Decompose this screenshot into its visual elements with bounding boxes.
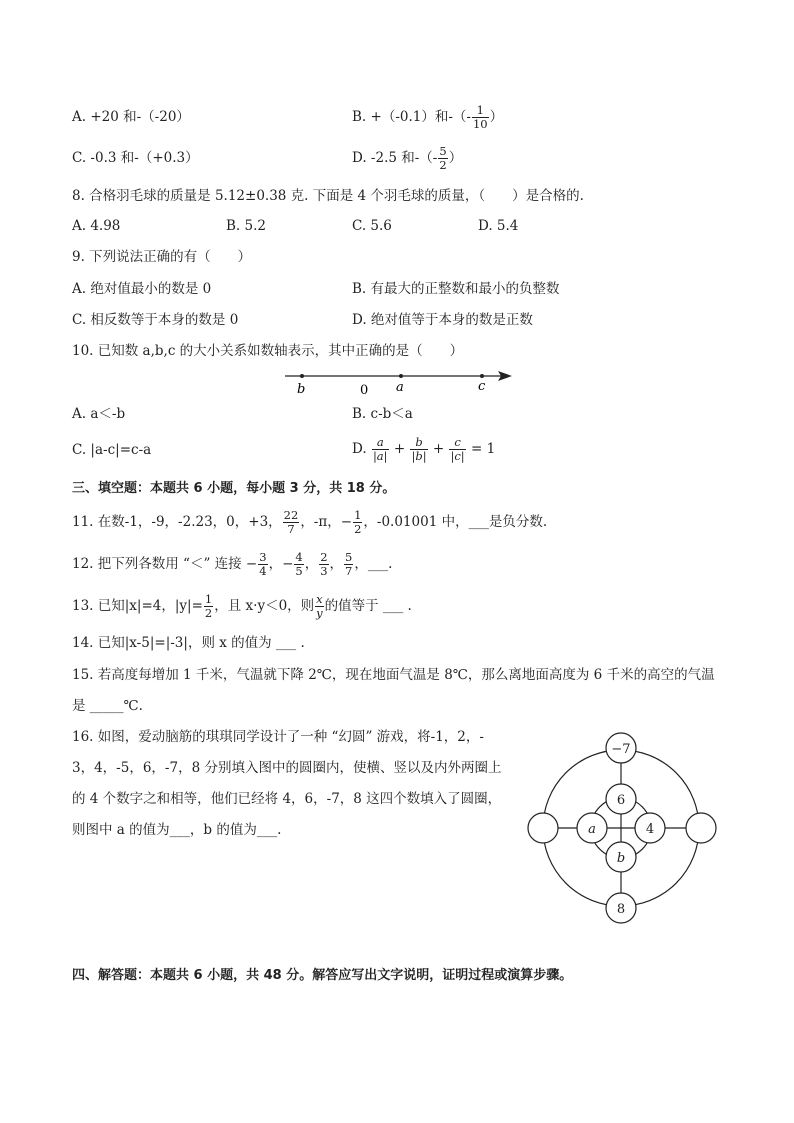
point-b <box>300 374 304 378</box>
q7-option-c: C. -0.3 和-（+0.3） <box>72 150 199 166</box>
fraction: $\frac{3}{4}$ <box>259 550 267 578</box>
fraction: $\frac{22}{7}$ <box>283 508 299 536</box>
q14: 14. 已知|x-5|=|-3|，则 x 的值为 ___ . <box>72 635 305 651</box>
point-a <box>399 374 403 378</box>
q15-line-1: 15. 若高度每增加 1 千米，气温就下降 2℃，现在地面气温是 8℃，那么离地面高度为 6 千米的高空的气温 <box>72 667 715 683</box>
label-top: −7 <box>611 742 631 757</box>
q8-stem: 8. 合格羽毛球的质量是 5.12±0.38 克. 下面是 4 个羽毛球的质量，（ ）是合格的. <box>72 188 584 204</box>
circle-right <box>686 813 716 843</box>
q7-option-b: B. +（-0.1）和-（- $\frac{1}{10}$ ） <box>352 103 504 131</box>
fraction: $\frac{2}{3}$ <box>320 550 328 578</box>
q9-option-c: C. 相反数等于本身的数是 0 <box>72 312 239 328</box>
fraction: $\frac{1}{2}$ <box>354 508 362 536</box>
point-c <box>480 374 484 378</box>
q12: 12. 把下列各数用 “＜” 连接 − $\frac{3}{4}$ ，− $\frac{4}{5}$ ， $\frac{2}{3}$ ， $\frac{5}{7}$ ，___. <box>72 550 393 578</box>
q10-option-a: A. a＜-b <box>72 406 126 422</box>
fraction: $\frac{5}{7}$ <box>345 550 353 578</box>
fraction: $\frac{x}{y}$ <box>316 592 323 620</box>
section-3-heading: 三、填空题：本题共 6 小题，每小题 3 分，共 18 分。 <box>72 481 396 496</box>
label-inner-top: 6 <box>616 793 626 808</box>
q9-stem: 9. 下列说法正确的有（ ） <box>72 249 252 265</box>
q16-line-2: 3，4，-5，6，-7，8 分别填入图中的圆圈内，使横、竖以及内外两圈上 <box>72 760 502 776</box>
label-bottom: 8 <box>616 902 626 917</box>
axis-label-zero: 0 <box>360 383 369 398</box>
fraction: $\frac{b}{|b|}$ <box>411 435 427 463</box>
q8-option-a: A. 4.98 <box>72 218 121 234</box>
fraction: $\frac{1}{2}$ <box>204 592 213 620</box>
q9-option-b: B. 有最大的正整数和最小的负整数 <box>352 281 560 297</box>
axis-label-a: a <box>396 380 404 395</box>
fraction: $\frac{1}{10}$ <box>472 103 488 131</box>
q10-option-d: D. $\frac{a}{|a|}$ + $\frac{b}{|b|}$ + $\frac{c}{|c|}$ = 1 <box>352 435 496 463</box>
q10-option-c: C. |a-c|=c-a <box>72 442 152 458</box>
q8-option-d: D. 5.4 <box>478 218 519 234</box>
label-inner-left: a <box>588 822 596 837</box>
q16-line-1: 16. 如图，爱动脑筋的琪琪同学设计了一种 “幻圆” 游戏，将-1，2，- <box>72 729 484 745</box>
label-inner-bottom: b <box>616 851 626 866</box>
q10-option-b: B. c-b＜a <box>352 406 413 422</box>
axis-label-c: c <box>478 379 486 394</box>
fraction: $\frac{4}{5}$ <box>295 550 303 578</box>
label-inner-right: 4 <box>645 822 655 837</box>
q15-line-2: 是 _____℃. <box>72 698 143 714</box>
fraction: $\frac{a}{|a|}$ <box>372 435 388 463</box>
q16-line-4: 则图中 a 的值为___，b 的值为___. <box>72 822 282 838</box>
fraction: $\frac{5}{2}$ <box>439 144 447 172</box>
fraction: $\frac{c}{|c|}$ <box>450 435 465 463</box>
q10-stem: 10. 已知数 a,b,c 的大小关系如数轴表示，其中正确的是（ ） <box>72 343 464 359</box>
circle-left <box>528 813 558 843</box>
q7-option-d: D. -2.5 和-（- $\frac{5}{2}$ ） <box>352 144 463 172</box>
axis-label-b: b <box>297 382 306 397</box>
q13: 13. 已知|x|=4，|y|= $\frac{1}{2}$ ，且 x·y＜0，则 $\frac{x}{y}$ 的值等于 ___ . <box>72 592 412 620</box>
q7-option-a: A. +20 和-（-20） <box>72 109 190 125</box>
number-line <box>280 362 520 398</box>
section-4-heading: 四、解答题：本题共 6 小题，共 48 分。解答应写出文字说明，证明过程或演算步骤。 <box>72 968 573 983</box>
magic-circle-diagram <box>524 728 722 928</box>
q9-option-d: D. 绝对值等于本身的数是正数 <box>352 312 533 328</box>
q9-option-a: A. 绝对值最小的数是 0 <box>72 281 212 297</box>
q8-option-c: C. 5.6 <box>352 218 392 234</box>
q8-option-b: B. 5.2 <box>226 218 266 234</box>
q16-line-3: 的 4 个数字之和相等，他们已经将 4，6，-7，8 这四个数填入了圆圈， <box>72 791 502 807</box>
q11: 11. 在数-1，-9，-2.23，0，+3， $\frac{22}{7}$ ，-π，− $\frac{1}{2}$ ，-0.01001 中，___是负分数. <box>72 508 548 536</box>
